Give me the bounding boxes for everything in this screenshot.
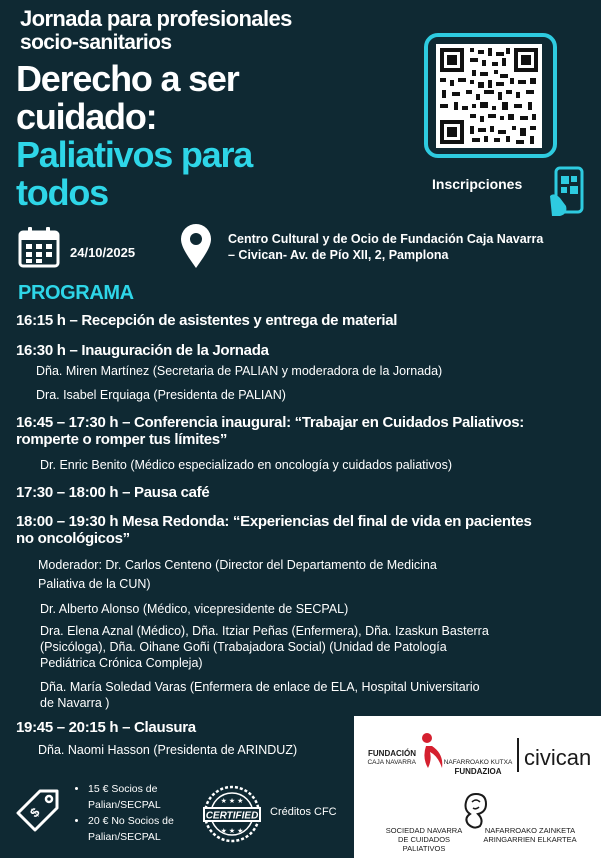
sociedad-logo-text: SOCIEDAD NAVARRA DE CUIDADOS PALIATIVOS bbox=[385, 826, 463, 853]
program-speaker: Dña. Naomi Hasson (Presidenta de ARINDUZ) bbox=[38, 743, 298, 757]
svg-text:★ ★ ★: ★ ★ ★ bbox=[220, 798, 244, 805]
svg-text:★ ★ ★: ★ ★ ★ bbox=[220, 828, 244, 835]
civican-logo: civican bbox=[524, 745, 592, 770]
program-moderator: Moderador: Dr. Carlos Centeno (Director del Departamento de Medicina bbox=[38, 558, 437, 572]
venue-line1: Centro Cultural y de Ocio de Fundación Caja Navarra bbox=[228, 232, 544, 246]
qr-code-icon bbox=[436, 44, 542, 148]
fundacion-logo: FUNDACIÓN CAJA NAVARRA bbox=[367, 749, 416, 766]
program-speaker: Dra. Elena Aznal (Médico), Dña. Itziar Peñas (Enfermera), Dña. Izaskun Basterra bbox=[40, 624, 489, 638]
program-item-heading: 19:45 – 20:15 h – Clausura bbox=[16, 719, 196, 736]
elkartea-logo-text: NAFARROAKO ZAINKETA ARINGARRIEN ELKARTEA bbox=[483, 826, 577, 844]
prices-list bbox=[74, 781, 174, 845]
subtitle-line2: todos bbox=[16, 172, 108, 213]
program-item-heading: 16:45 – 17:30 h – Conferencia inaugural: “Trabajar en Cuidados Paliativos: bbox=[16, 414, 524, 431]
qr-code[interactable] bbox=[436, 44, 542, 148]
title-line2: cuidado: bbox=[16, 96, 157, 137]
price-item: • 20 € No Socios de Palian/SECPAL bbox=[88, 813, 174, 845]
fundazioa-logo: NAFARROAKO KUTXA FUNDAZIOA bbox=[443, 759, 513, 776]
logo-divider bbox=[517, 738, 519, 772]
price-tag-icon bbox=[16, 788, 60, 832]
event-date: 24/10/2025 bbox=[70, 245, 136, 260]
program-speaker: Dr. Alberto Alonso (Médico, vicepresidente de SECPAL) bbox=[40, 602, 349, 616]
program-moderator: Paliativa de la CUN) bbox=[38, 577, 151, 591]
program-speaker: Dña. Miren Martínez (Secretaria de PALIAN y moderadora de la Jornada) bbox=[36, 364, 443, 378]
program-item-heading: no oncológicos” bbox=[16, 530, 130, 547]
program-speaker: Pediátrica Crónica Compleja) bbox=[40, 656, 203, 670]
program-item-heading: 17:30 – 18:00 h – Pausa café bbox=[16, 484, 210, 501]
pre-title-line2: socio-sanitarios bbox=[20, 31, 172, 54]
svg-text:$: $ bbox=[26, 804, 43, 821]
program-item-heading: 18:00 – 19:30 h Mesa Redonda: “Experiencias del final de vida en pacientes bbox=[16, 513, 532, 530]
program-item-heading: romperte o romper tus límites” bbox=[16, 431, 228, 448]
location-pin-icon bbox=[178, 222, 214, 270]
program-speaker: (Psicóloga), Dña. Oihane Goñi (Trabajadora Social) (Unidad de Patología bbox=[40, 640, 447, 654]
program-speaker: Dña. María Soledad Varas (Enfermera de enlace de ELA, Hospital Universitario bbox=[40, 680, 480, 694]
program-title: PROGRAMA bbox=[18, 282, 134, 304]
program-item-heading: 16:15 h – Recepción de asistentes y entrega de material bbox=[16, 312, 398, 329]
program-speaker: Dr. Enric Benito (Médico especializado en oncología y cuidados paliativos) bbox=[40, 458, 453, 472]
title-line1: Derecho a ser bbox=[16, 58, 239, 99]
price-item: • 15 € Socios de Palian/SECPAL bbox=[88, 781, 174, 813]
pre-title-line1: Jornada para profesionales bbox=[20, 6, 292, 31]
cfc-credits: Créditos CFC bbox=[270, 806, 337, 818]
calendar-icon bbox=[18, 226, 60, 268]
certified-badge-text: CERTIFIED bbox=[205, 810, 259, 822]
phone-qr-icon bbox=[548, 166, 588, 218]
venue-line2: – Civican- Av. de Pío XII, 2, Pamplona bbox=[228, 248, 449, 262]
event-venue bbox=[228, 231, 588, 263]
program-item-heading: 16:30 h – Inauguración de la Jornada bbox=[16, 342, 269, 359]
program-speaker: Dra. Isabel Erquiaga (Presidenta de PALIAN) bbox=[36, 388, 286, 402]
subtitle-line1: Paliativos para bbox=[16, 134, 253, 175]
program-speaker: de Navarra ) bbox=[40, 696, 110, 710]
certified-badge-icon bbox=[202, 784, 262, 844]
inscriptions-label[interactable]: Inscripciones bbox=[432, 176, 523, 192]
